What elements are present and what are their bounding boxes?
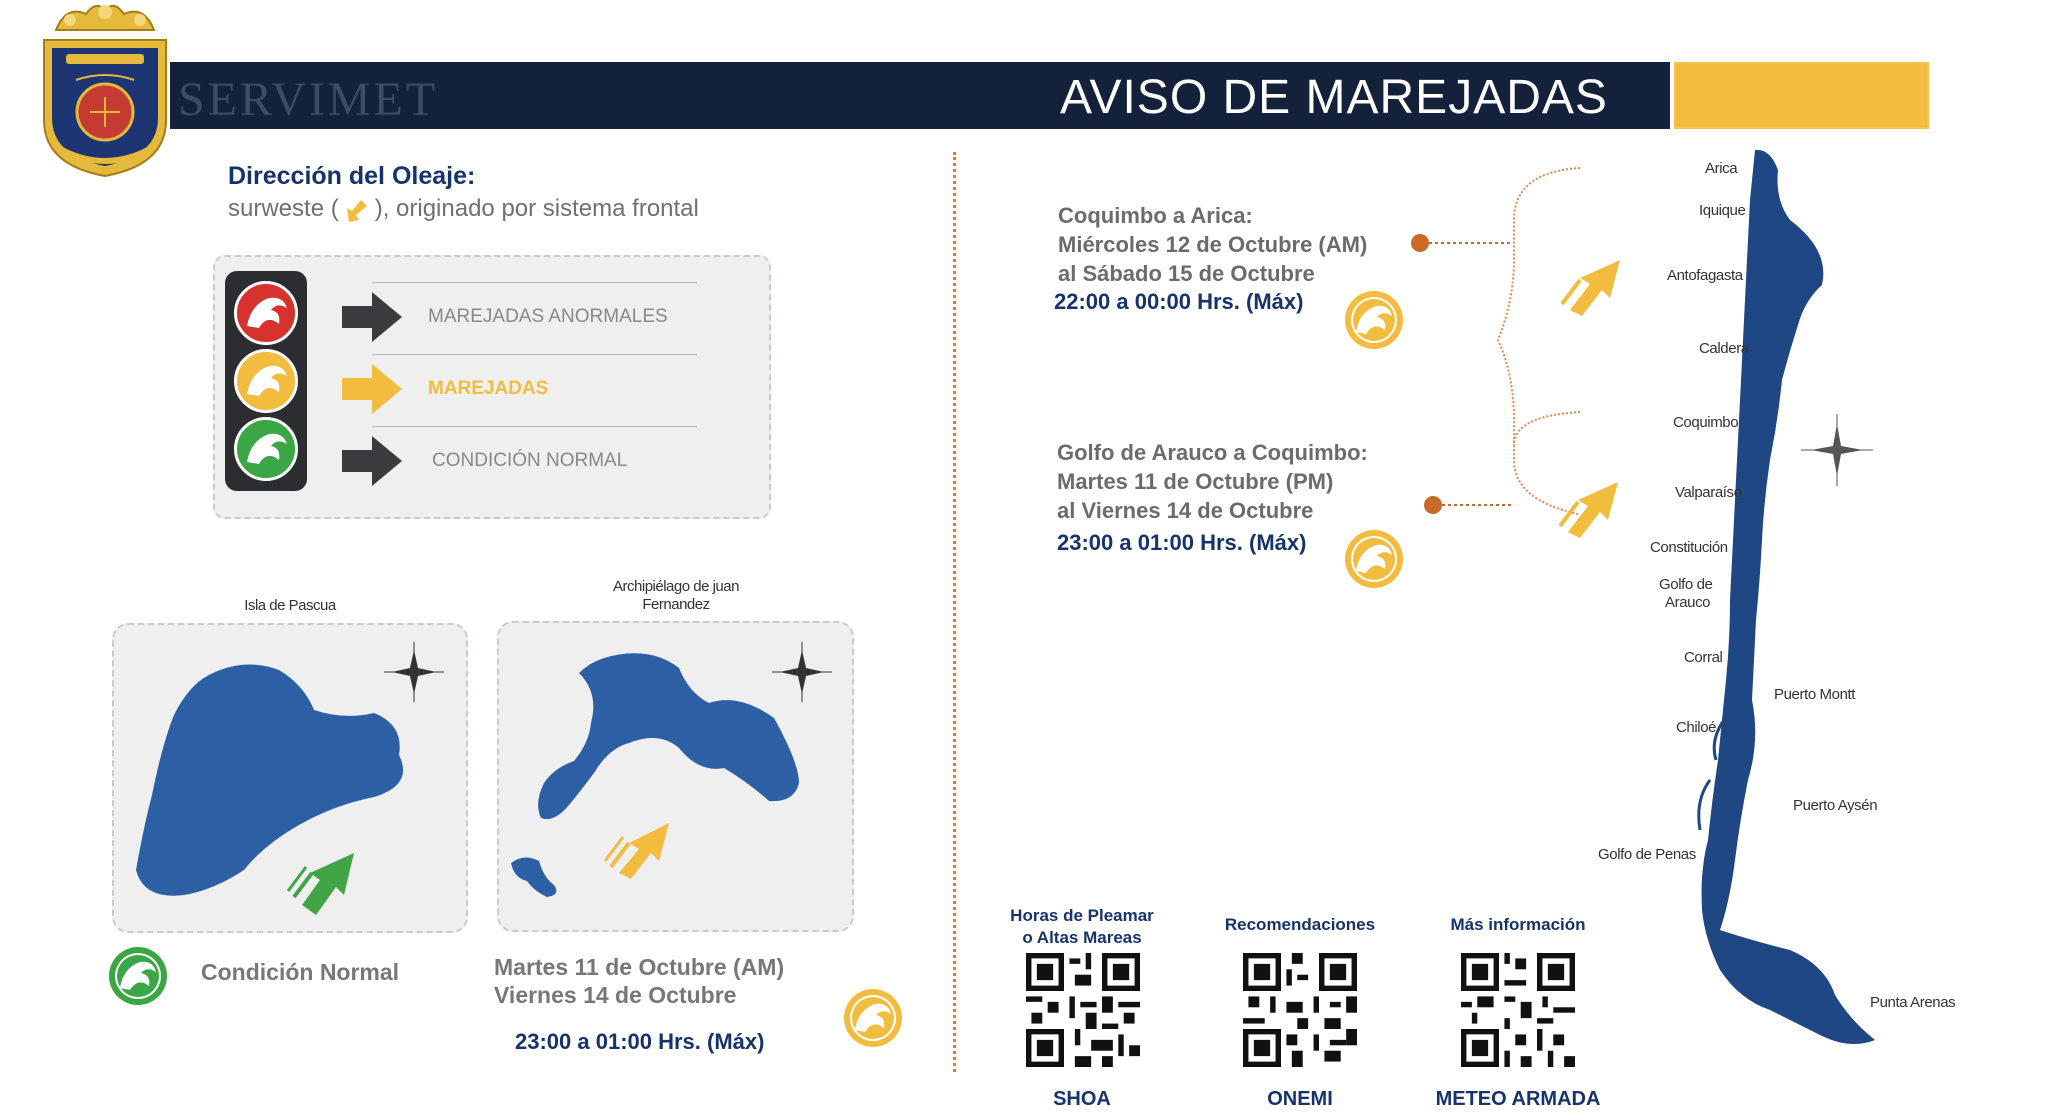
wave-direction-text-after: ), originado por sistema frontal <box>374 195 699 222</box>
qr-caption-meteo: Más información <box>1450 915 1586 934</box>
qr-caption-onemi: Recomendaciones <box>1224 915 1376 934</box>
isla-pascua-caption: Isla de Pascua <box>244 597 336 614</box>
juan-fernandez-map-box <box>497 621 854 932</box>
juan-fernandez-map <box>499 623 852 930</box>
juan-fernandez-date-line1: Martes 11 de Octubre (AM) <box>494 954 785 980</box>
region-north-title: Coquimbo a Arica: <box>1058 203 1253 228</box>
isla-pascua-map <box>114 625 466 931</box>
region-north-start: Miércoles 12 de Octubre (AM) <box>1058 232 1368 257</box>
yellow-wave-lamp-icon <box>234 349 298 413</box>
legend-divider <box>372 282 697 283</box>
yellow-wave-status-icon <box>1344 290 1404 355</box>
juan-fernandez-caption-line2: Fernandez <box>642 596 710 613</box>
region-central-block <box>1057 438 1368 525</box>
isla-pascua-map-box <box>112 623 468 933</box>
wave-direction-text-before: surweste ( <box>228 195 339 222</box>
city-label: Golfo de Penas <box>1598 846 1696 863</box>
dark-arrow-icon <box>340 290 404 344</box>
region-north-end: al Sábado 15 de Octubre <box>1058 261 1315 286</box>
link-meteo-armada[interactable]: METEO ARMADA <box>1435 1088 1601 1110</box>
wave-direction-heading: Dirección del Oleaje: <box>228 162 476 190</box>
legend-label: CONDICIÓN NORMAL <box>432 450 628 471</box>
yellow-arrow-icon <box>340 362 404 416</box>
city-label: Arauco <box>1665 594 1711 611</box>
city-label: Arica <box>1705 160 1738 177</box>
region-central-start: Martes 11 de Octubre (PM) <box>1057 469 1334 494</box>
juan-fernandez-hours: 23:00 a 01:00 Hrs. (Máx) <box>515 1029 765 1054</box>
juan-fernandez-caption-line1: Archipiélago de juan <box>613 578 739 595</box>
qr-caption-shoa <box>982 905 1182 949</box>
yellow-wave-status-icon <box>1344 529 1404 594</box>
region-central-end: al Viernes 14 de Octubre <box>1057 498 1314 523</box>
city-label: Antofagasta <box>1667 267 1743 284</box>
juan-fernandez-caption <box>546 578 806 614</box>
city-label: Caldera <box>1699 340 1749 357</box>
region-central-marker <box>1424 496 1442 514</box>
qr-caption-line: Horas de Pleamar <box>1010 906 1154 925</box>
qr-caption-line: o Altas Mareas <box>1022 928 1142 947</box>
region-north-block <box>1058 201 1367 288</box>
page-title: AVISO DE MAREJADAS <box>1060 71 1608 124</box>
city-label: Puerto Montt <box>1774 686 1856 703</box>
isla-pascua-status: Condición Normal <box>201 959 400 985</box>
link-shoa[interactable]: SHOA <box>1053 1088 1111 1110</box>
legend-divider <box>372 426 697 427</box>
traffic-light <box>225 271 307 491</box>
city-label: Coquimbo <box>1673 414 1739 431</box>
region-north-marker <box>1411 234 1429 252</box>
compass-rose-icon <box>384 642 444 702</box>
legend-item-swell <box>340 362 740 416</box>
header-accent-block <box>1674 62 1929 129</box>
navy-crest-logo <box>36 0 174 178</box>
juan-fernandez-date-line2: Viernes 14 de Octubre <box>494 982 737 1008</box>
southwest-arrow-icon <box>343 196 371 224</box>
green-wave-lamp-icon <box>234 417 298 481</box>
city-label: Corral <box>1684 649 1723 666</box>
legend-label: MAREJADAS <box>428 378 549 399</box>
yellow-wave-status-icon <box>843 988 903 1053</box>
qr-code-onemi[interactable] <box>1243 953 1357 1067</box>
qr-code-meteo[interactable] <box>1461 953 1575 1067</box>
legend-label: MAREJADAS ANORMALES <box>428 306 668 327</box>
region-connectors <box>1410 160 1670 600</box>
yellow-arrow-icon <box>1562 260 1620 316</box>
green-wave-status-icon <box>108 946 168 1011</box>
legend-divider <box>372 354 697 355</box>
city-label: Chiloé <box>1676 719 1717 736</box>
link-onemi[interactable]: ONEMI <box>1267 1088 1333 1110</box>
city-label: Punta Arenas <box>1870 994 1956 1011</box>
wave-direction-text <box>228 195 699 224</box>
city-label: Constitución <box>1650 539 1728 556</box>
legend-item-normal <box>340 434 740 488</box>
city-label: Valparaíso <box>1675 484 1742 501</box>
region-north-hours: 22:00 a 00:00 Hrs. (Máx) <box>1054 289 1304 314</box>
region-central-title: Golfo de Arauco a Coquimbo: <box>1057 440 1368 465</box>
dark-arrow-icon <box>340 434 404 488</box>
yellow-arrow-icon <box>1560 482 1618 538</box>
city-label: Iquique <box>1699 202 1746 219</box>
compass-rose-icon <box>772 642 832 702</box>
juan-fernandez-dates <box>494 953 784 1009</box>
legend-item-abnormal <box>340 290 740 344</box>
compass-rose-icon <box>1801 414 1873 486</box>
qr-code-shoa[interactable] <box>1026 953 1140 1067</box>
city-label: Golfo de <box>1659 576 1713 593</box>
column-divider <box>953 152 956 1072</box>
brand-name: SERVIMET <box>178 73 439 126</box>
region-central-hours: 23:00 a 01:00 Hrs. (Máx) <box>1057 530 1307 555</box>
red-wave-lamp-icon <box>234 281 298 345</box>
city-label: Puerto Aysén <box>1793 797 1878 814</box>
